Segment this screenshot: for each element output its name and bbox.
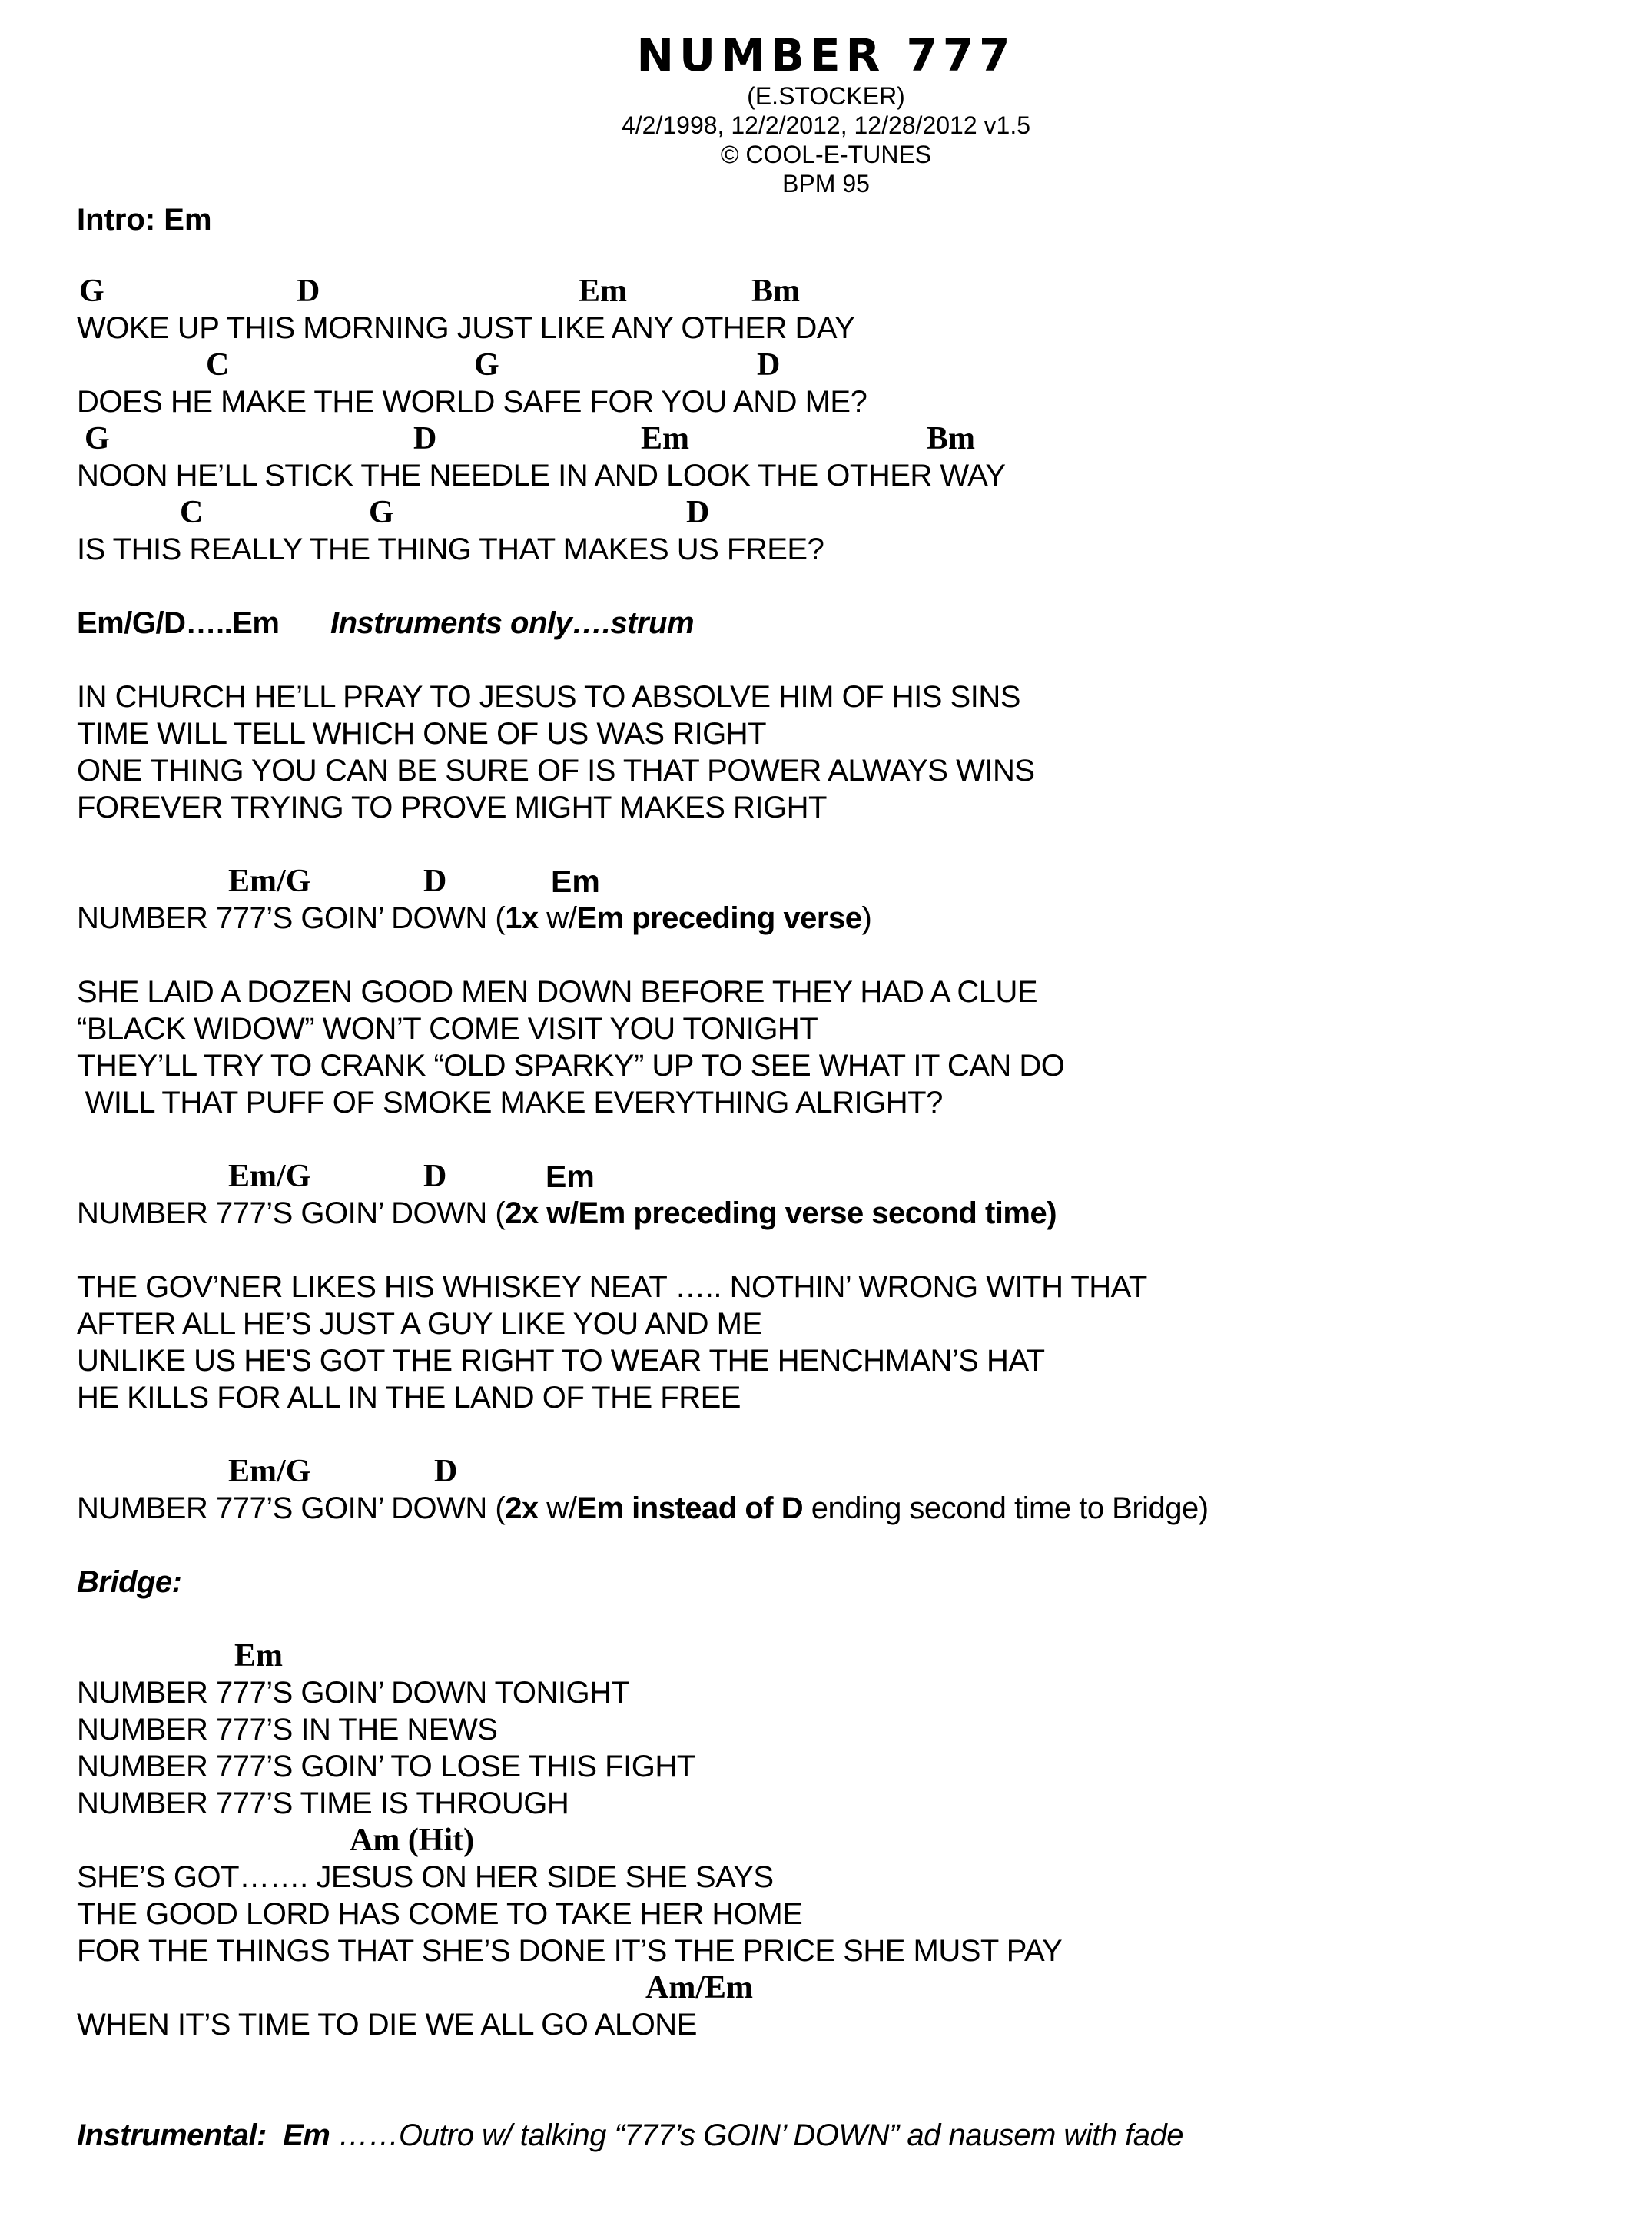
lyric-line [0,1711,1652,1748]
lyric-line [0,752,1652,789]
dates-version-line: 4/2/1998, 12/2/2012, 12/28/2012 v1.5 [621,111,1030,139]
lyric-text: NUMBER 777’S IN THE NEWS [77,1713,498,1747]
lyric-text: UNLIKE US HE'S GOT THE RIGHT TO WEAR THE HENCHMAN’S HAT [77,1344,1045,1378]
text-segment: 1x [505,901,539,935]
lyric-text: THE GOOD LORD HAS COME TO TAKE HER HOME [77,1897,803,1931]
text-segment: 2x [505,1491,539,1525]
blank-line [0,1121,1652,1158]
lyric-text: TIME WILL TELL WHICH ONE OF US WAS RIGHT [77,717,767,751]
lyric-text: ONE THING YOU CAN BE SURE OF IS THAT POWER ALWAYS WINS [77,754,1035,788]
lyric-text: FOR THE THINGS THAT SHE’S DONE IT’S THE PRICE SHE MUST PAY [77,1934,1063,1968]
text-line [0,2117,1652,2154]
chord: G [85,421,110,456]
text-segment: ……Outro w/ talking “777’s GOIN’ DOWN” ad nausem with fade [337,2118,1184,2152]
lyric-text: NUMBER 777’S GOIN’ TO LOSE THIS FIGHT [77,1750,695,1783]
blank-line [0,1601,1652,1637]
chord-line [0,273,1652,310]
blank-line [0,826,1652,863]
lyric-text: NUMBER 777’S GOIN’ DOWN TONIGHT [77,1676,630,1710]
chord: G [79,274,104,309]
text-segment: Em instead of D [576,1491,804,1525]
text-segment: Em preceding verse [576,901,862,935]
text-line [0,1564,1652,1601]
text-segment: Bridge: [77,1565,182,1599]
text-segment: Instruments only….strum [330,606,695,640]
lyric-text: WHEN IT’S TIME TO DIE WE ALL GO ALONE [77,2008,697,2042]
blank-line [0,1416,1652,1453]
chord: D [297,274,320,309]
lyric-text: SHE LAID A DOZEN GOOD MEN DOWN BEFORE THEY HAD A CLUE [77,975,1038,1009]
blank-line [0,1527,1652,1564]
lyric-line [0,1896,1652,1932]
song-header [0,29,1652,198]
bpm-line: BPM 95 [782,170,870,197]
lyric-text: WILL THAT PUFF OF SMOKE MAKE EVERYTHING ALRIGHT? [77,1086,943,1120]
chord-line [0,1822,1652,1859]
chord-line [0,863,1652,900]
chord: Em/G [228,864,311,899]
blank-line [0,2080,1652,2117]
chord: Am/Em [645,1970,753,2005]
lyric-line [0,715,1652,752]
lyric-text: “BLACK WIDOW” WON’T COME VISIT YOU TONIGHT [77,1012,818,1046]
lyric-text: WOKE UP THIS MORNING JUST LIKE ANY OTHER DAY [77,311,855,345]
chord: Bm [927,421,975,456]
lyric-line [0,1305,1652,1342]
chord-line [0,420,1652,457]
chord: Em/G [228,1454,311,1489]
chord: Am (Hit) [350,1823,475,1858]
text-line [0,605,1652,642]
lyric-text: NOON HE’LL STICK THE NEEDLE IN AND LOOK THE OTHER WAY [77,459,1006,493]
lyric-line [0,1785,1652,1822]
lyric-line [0,1010,1652,1047]
lyric-line [0,2006,1652,2043]
text-segment: w/ [538,1491,577,1525]
chord-line [0,494,1652,531]
blank-line [0,568,1652,605]
text-segment: 2x w/Em preceding verse second time) [505,1196,1057,1230]
chord-line [0,1969,1652,2006]
lyric-line [0,1269,1652,1305]
chord: Em [551,864,600,899]
lyric-text: SHE’S GOT……. JESUS ON HER SIDE SHE SAYS [77,1860,774,1894]
chord-line [0,1453,1652,1490]
chord: C [180,495,204,530]
lyric-line [0,1084,1652,1121]
chord: G [369,495,394,530]
lyric-line [0,1748,1652,1785]
lyric-text: IS THIS REALLY THE THING THAT MAKES US FREE? [77,532,824,566]
lyric-text: AFTER ALL HE’S JUST A GUY LIKE YOU AND ME [77,1307,762,1341]
song-body [0,273,1652,2154]
lyric-line [0,1342,1652,1379]
chord-line [0,1637,1652,1674]
intro-label: Intro: Em [77,203,212,237]
copyright-line: © COOL-E-TUNES [720,141,932,168]
lyric-line [0,531,1652,568]
chord: G [474,347,499,383]
chord: Em/G [228,1159,311,1194]
text-segment: Instrumental: Em [77,2118,338,2152]
blank-line [0,1232,1652,1269]
text-segment: ending second time to Bridge) [803,1491,1209,1525]
chord: Em [641,421,689,456]
text-line [0,1195,1652,1232]
lyric-text: NUMBER 777’S TIME IS THROUGH [77,1786,569,1820]
text-segment: NUMBER 777’S GOIN’ DOWN ( [77,901,506,935]
text-segment: NUMBER 777’S GOIN’ DOWN ( [77,1196,506,1230]
chord-line [0,347,1652,383]
lyric-text: THE GOV’NER LIKES HIS WHISKEY NEAT ….. NOTHIN’ WRONG WITH THAT [77,1270,1147,1304]
chord: D [423,864,447,899]
lyric-line [0,1674,1652,1711]
chord: Em [234,1638,283,1674]
author-line: (E.STOCKER) [747,82,905,110]
chord: Em [579,274,627,309]
lyric-text: FOREVER TRYING TO PROVE MIGHT MAKES RIGHT [77,791,827,824]
blank-line [0,2043,1652,2080]
lyric-line [0,1859,1652,1896]
page-title: NUMBER 777 [636,29,1016,81]
chord: D [423,1159,447,1194]
text-line [0,1490,1652,1527]
chord: D [413,421,437,456]
chord: Em [546,1159,595,1194]
lyric-line [0,1047,1652,1084]
chord-line [0,1158,1652,1195]
lyric-line [0,789,1652,826]
blank-line [0,937,1652,974]
lyric-line [0,383,1652,420]
text-segment: Em/G/D…..Em [77,606,280,640]
lyric-line [0,457,1652,494]
chord: Bm [751,274,800,309]
text-line [0,900,1652,937]
chord: D [757,347,781,383]
chord: C [206,347,230,383]
text-segment: w/ [538,901,577,935]
lyric-line [0,310,1652,347]
lyric-line [0,974,1652,1010]
chord: D [434,1454,458,1489]
lyric-text: DOES HE MAKE THE WORLD SAFE FOR YOU AND ME? [77,385,867,419]
lyric-line [0,1932,1652,1969]
lyric-line [0,1379,1652,1416]
lyric-text: IN CHURCH HE’LL PRAY TO JESUS TO ABSOLVE HIM OF HIS SINS [77,680,1020,714]
text-segment: ) [861,901,872,935]
blank-line [0,642,1652,678]
chord: D [686,495,710,530]
lyric-text: HE KILLS FOR ALL IN THE LAND OF THE FREE [77,1381,741,1415]
text-segment: NUMBER 777’S GOIN’ DOWN ( [77,1491,506,1525]
lyric-text: THEY’LL TRY TO CRANK “OLD SPARKY” UP TO SEE WHAT IT CAN DO [77,1049,1065,1083]
lyric-line [0,678,1652,715]
